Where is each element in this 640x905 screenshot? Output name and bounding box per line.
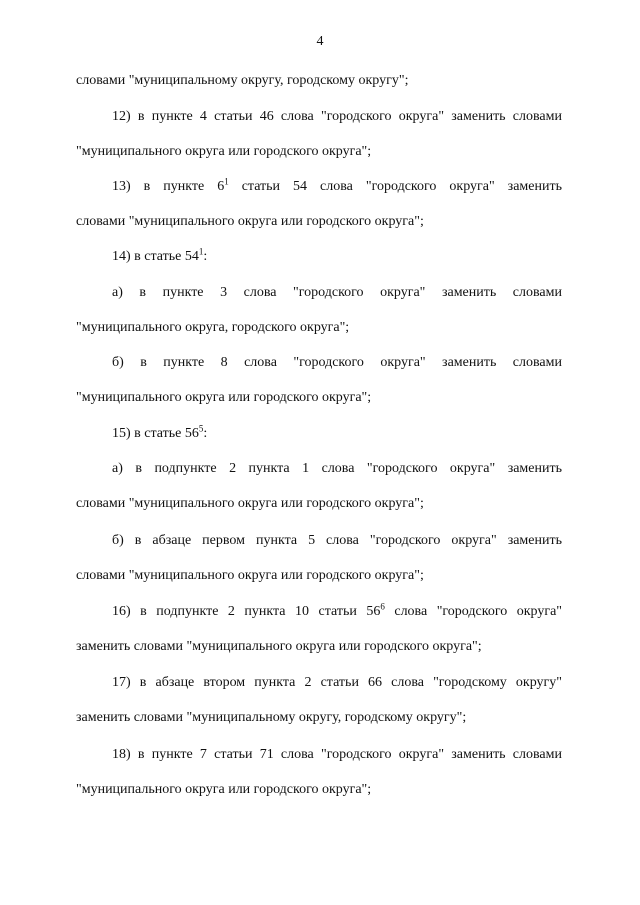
text-line-14: словами "муниципального округа или городского округа";	[76, 568, 424, 583]
text-line-17: 17) в абзаце втором пункта 2 статьи 66 слова "городскому округу"	[112, 675, 562, 690]
text-line-5: 14) в статье $54^1$:	[112, 246, 208, 264]
text-line-13: б) в абзаце первом пункта 5 слова "городского округа" заменить	[112, 533, 562, 548]
text-line-4: словами "муниципального округа или городского округа";	[76, 214, 424, 229]
text-line-3: 13) в пункте $6^1$ статьи 54 слова "городского округа" заменить	[112, 176, 562, 194]
text-line-11: а) в подпункте 2 пункта 1 слова "городского округа" заменить	[112, 461, 562, 476]
text-line-2: "муниципального округа или городского округа";	[76, 144, 372, 159]
page-number: 4	[316, 34, 324, 49]
text-line-18: заменить словами "муниципальному округу, городскому округу";	[76, 710, 467, 725]
text-line-12: словами "муниципального округа или городского округа";	[76, 496, 424, 511]
superscript: 1	[198, 246, 204, 257]
superscript: 5	[198, 423, 204, 434]
text-line-6: а) в пункте 3 слова "городского округа" заменить словами	[112, 285, 562, 300]
text-line-7: "муниципального округа, городского округа";	[76, 320, 350, 335]
text-line-9: "муниципального округа или городского округа";	[76, 390, 372, 405]
text-line-15: 16) в подпункте 2 пункта 10 статьи $56^6$ слова "городского округа"	[112, 601, 563, 619]
text-line-20: "муниципального округа или городского округа";	[76, 782, 372, 797]
text-line-1: 12) в пункте 4 статьи 46 слова "городского округа" заменить словами	[112, 109, 562, 124]
superscript: 6	[380, 601, 385, 612]
text-line-10: 15) в статье $56^5$:	[112, 423, 208, 441]
text-line-16: заменить словами "муниципального округа или городского округа";	[76, 639, 482, 654]
text-line-0: словами "муниципальному округу, городскому округу";	[76, 73, 409, 88]
text-line-8: б) в пункте 8 слова "городского округа" заменить словами	[112, 355, 562, 370]
superscript: 1	[224, 176, 229, 187]
text-line-19: 18) в пункте 7 статьи 71 слова "городского округа" заменить словами	[112, 747, 562, 762]
